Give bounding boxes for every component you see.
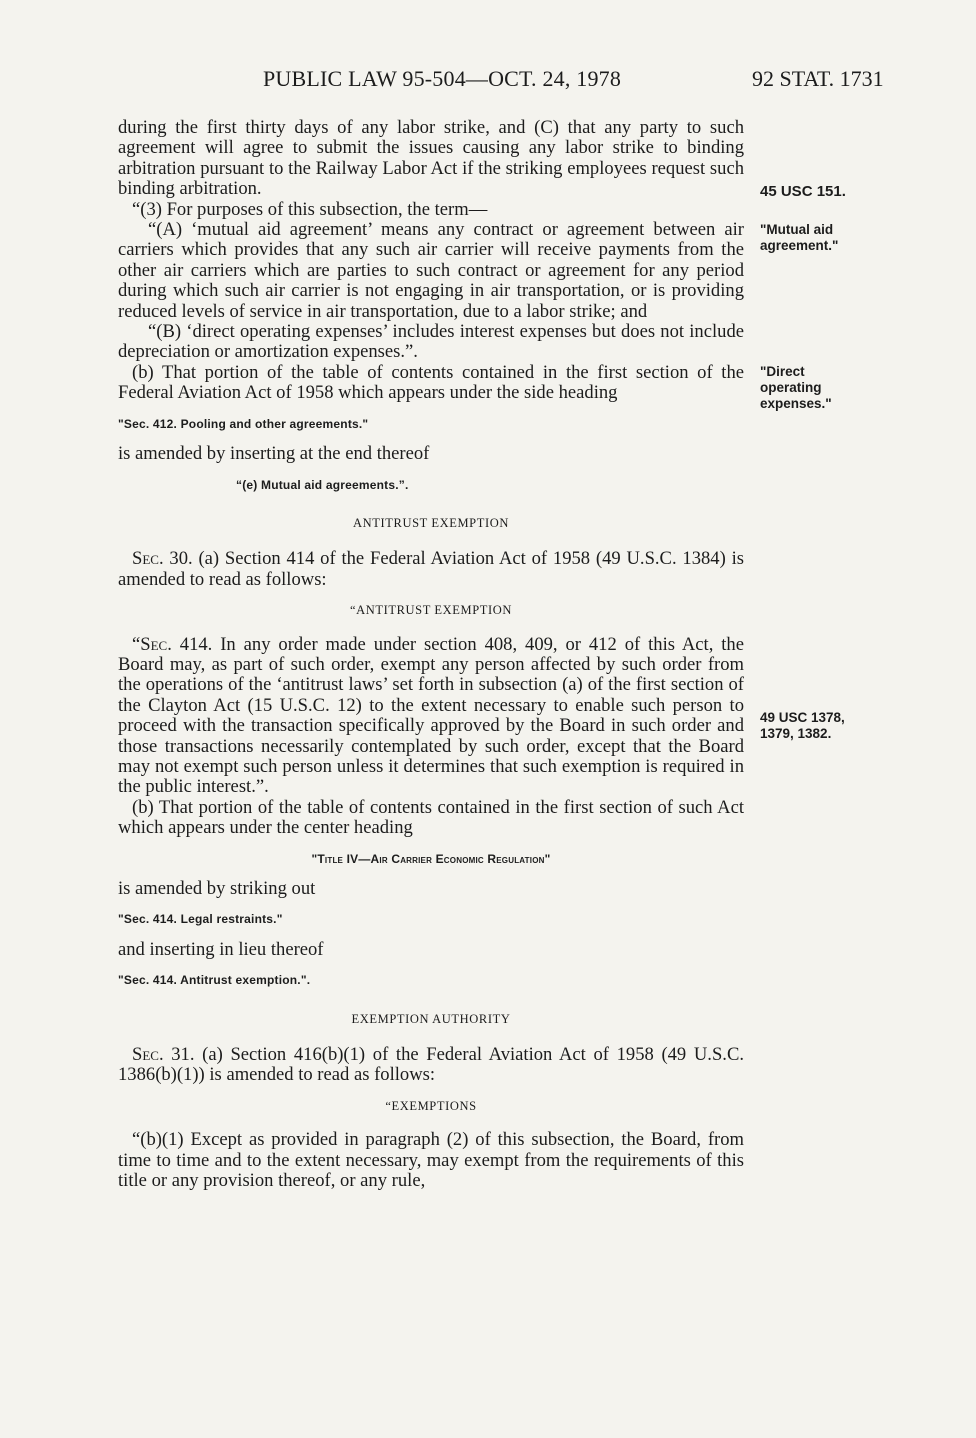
heading-exemption-authority: EXEMPTION AUTHORITY [351,1011,511,1026]
paragraph-table-of-contents-title-iv: (b) That portion of the table of contents contained in the first section of such Act which appears under the center heading [118,796,744,839]
paragraph-direct-operating-definition: “(B) ‘direct operating expenses’ includes interest expenses but does not include depreciation or amortization expenses.”. [118,321,744,363]
quote-sec-412: "Sec. 412. Pooling and other agreements." [118,416,369,431]
margin-note-line: 49 USC 1378, [760,710,845,725]
margin-note-line: "Mutual aid [760,222,834,237]
paragraph-definitions-intro: “(3) For purposes of this subsection, the term— [132,198,488,220]
margin-note-45-usc-151 [760,184,880,200]
margin-note-line: 45 USC 151. [760,183,846,200]
heading-antitrust-exemption-quoted: “ANTITRUST EXEMPTION [349,603,513,618]
header-title: PUBLIC LAW 95-504—OCT. 24, 1978 [263,66,622,91]
margin-note-mutual-aid [760,222,880,254]
margin-note-line: agreement." [760,238,839,253]
paragraph-sec-31 [118,1045,744,1086]
paragraph-inserting-in-lieu: and inserting in lieu thereof [118,938,324,960]
margin-note-line: operating [760,380,822,395]
margin-note-49-usc-1378 [760,710,880,742]
quote-mutual-aid-agreements: “(e) Mutual aid agreements.”. [236,477,409,492]
page-header [0,66,976,96]
sec-31-text: 31. (a) Section 416(b)(1) of the Federal Aviation Act of 1958 (49 U.S.C. 1386(b)(1)) is amended to read as follows: [118,1044,744,1086]
heading-antitrust-exemption: ANTITRUST EXEMPTION [353,515,509,530]
paragraph-inserting: is amended by inserting at the end thereof [118,443,430,465]
margin-note-line: 1379, 1382. [760,726,832,741]
margin-note-direct-operating [760,364,880,412]
paragraph-sec-414 [118,635,744,798]
sec-30-text: 30. (a) Section 414 of the Federal Aviation Act of 1958 (49 U.S.C. 1384) is amended to read as follows: [118,548,744,590]
margin-note-line: expenses." [760,396,832,411]
paragraph-table-of-contents-412: (b) That portion of the table of contents contained in the first section of the Federal Aviation Act of 1958 which appears under the side heading [118,361,744,404]
heading-exemptions: “EXEMPTIONS [385,1098,477,1113]
paragraph-sec-30 [118,549,744,590]
quote-title-iv: "Title IV—Air Carrier Economic Regulation" [311,851,551,866]
quote-sec-414-legal-restraints: "Sec. 414. Legal restraints." [118,912,283,927]
sec-30-label: Sec. [132,548,164,570]
body-text [118,118,744,1191]
header-stat-citation: 92 STAT. 1731 [752,66,884,91]
sec-31-label: Sec. [132,1044,164,1066]
quote-sec-414-antitrust-exemption: "Sec. 414. Antitrust exemption.". [118,973,311,988]
paragraph-striking-out: is amended by striking out [118,878,316,899]
sec-414-label: “Sec. [132,633,172,655]
paragraph-exemptions-b1: “(b)(1) Except as provided in paragraph (2) of this subsection, the Board, from time to time and to the extent necessary, may exempt from the requirements of this title or any provision thereof, or any rule, [118,1129,744,1192]
paragraph-mutual-aid-definition: “(A) ‘mutual aid agreement’ means any contract or agreement between air carriers which provides that any such air carrier will receive payments from the other air carriers which are parties to such contract or agreement for any period during which such air carrier is not engaging in air transportation, or is providing reduced levels of service in air transportation, due to a labor strike; and [118,219,744,322]
sec-414-text: 414. In any order made under section 408, 409, or 412 of this Act, the Board may, as part of such order, exempt any person affected by such order from the operations of the ‘antitrust laws’ set forth in subsection (a) of the first section of the Clayton Act (15 U.S.C. 12) to the extent necessary to enable such person to proceed with the transaction specifically approved by the Board in such order and those transactions necessarily contemplated by such order, except that the Board may not exempt such person unless it determines that such exemption is required in the public interest.”. [118,633,744,798]
margin-note-line: "Direct [760,364,805,379]
paragraph-strike-arbitration: during the first thirty days of any labor strike, and (C) that any party to such agreement will agree to submit the issues causing any labor strike to binding arbitration pursuant to the Railway Labor Act if the striking employees request such binding arbitration. [118,117,744,200]
